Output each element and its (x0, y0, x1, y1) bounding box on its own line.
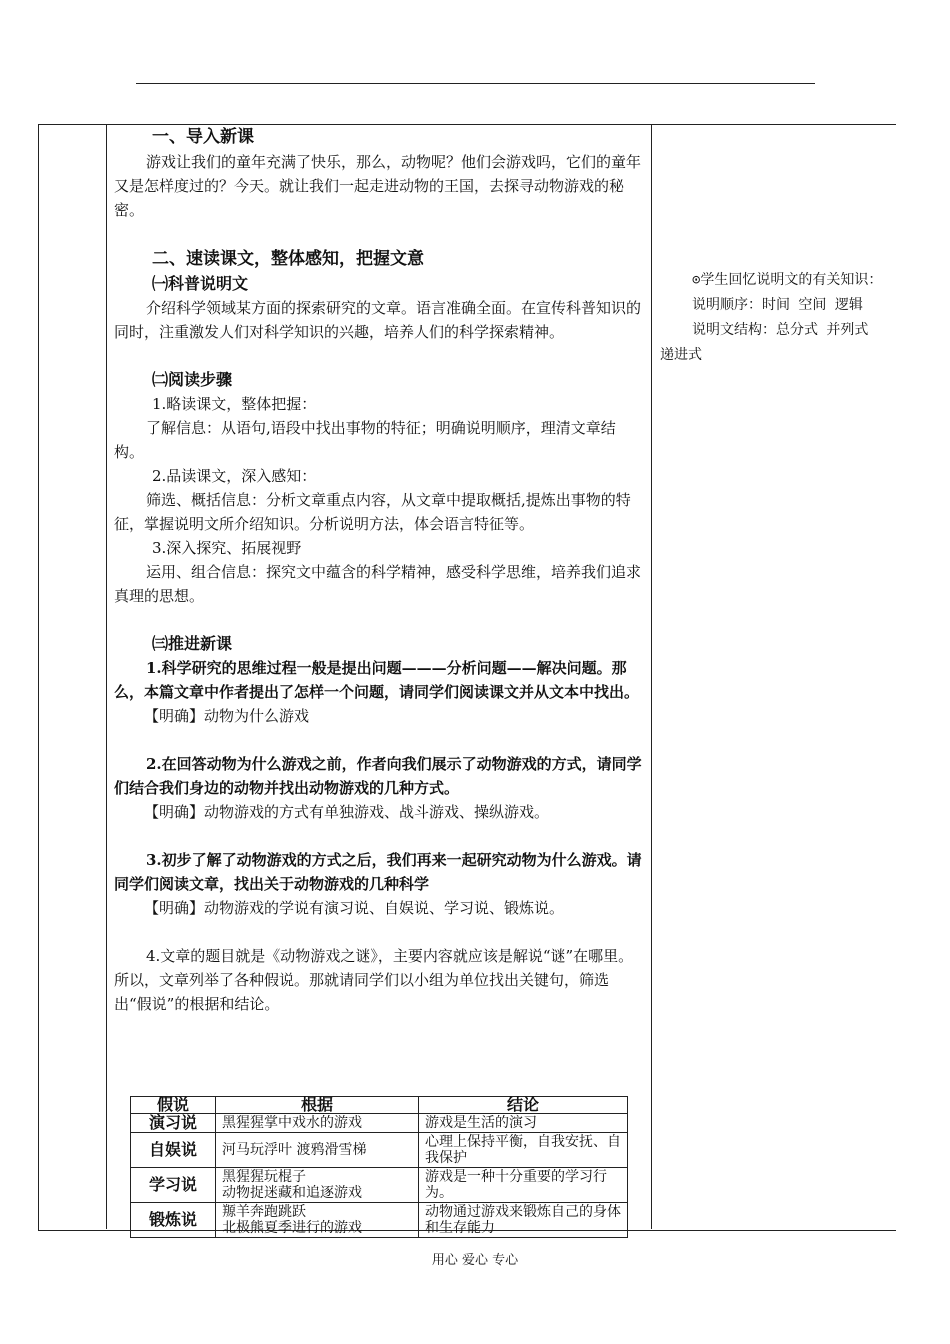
hypothesis-conclusion: 心理上保持平衡，自我安抚、自我保护 (419, 1133, 628, 1168)
table-header-row (131, 1097, 628, 1114)
step2-heading: 2.品读课文，深入感知： (152, 467, 317, 485)
answer-1: 【明确】动物为什么游戏 (144, 707, 310, 725)
table-row (131, 1133, 628, 1168)
side-note-3: 说明文结构：总分式 并列式 递进式 (660, 322, 869, 363)
hypothesis-basis: 羱羊奔跑跳跃 北极熊夏季进行的游戏 (216, 1203, 419, 1238)
question-1: 1.科学研究的思维过程一般是提出问题———分析问题——解决问题。那么，本篇文章中作者提出了怎样一个问题，请同学们阅读课文并从文本中找出。 (114, 659, 640, 701)
hypothesis-name: 自娱说 (131, 1133, 216, 1168)
hypothesis-basis: 黑猩猩掌中戏水的游戏 (216, 1114, 419, 1133)
sub1-title: ㈠科普说明文 (152, 274, 249, 293)
hypothesis-conclusion: 游戏是一种十分重要的学习行为。 (419, 1168, 628, 1203)
step3-text: 运用、组合信息：探究文中蕴含的科学精神，感受科学思维，培养我们追求真理的思想。 (114, 563, 642, 605)
step1-heading: 1.略读课文，整体把握： (152, 395, 317, 413)
section1-paragraph: 游戏让我们的童年充满了快乐，那么，动物呢？他们会游戏吗，它们的童年又是怎样度过的？今天。就让我们一起走进动物的王国，去探寻动物游戏的秘密。 (114, 153, 642, 219)
side-note-2: 说明顺序：时间 空间 逻辑 (692, 297, 863, 313)
header-basis: 根据 (216, 1097, 419, 1114)
main-content (114, 124, 644, 1016)
section2-title: 二、速读课文，整体感知，把握文意 (152, 249, 424, 269)
column-divider-1 (106, 124, 107, 1229)
question-2: 2.在回答动物为什么游戏之前，作者向我们展示了动物游戏的方式，请同学们结合我们身边的动物并找出动物游戏的几种方式。 (114, 755, 642, 797)
hypothesis-basis: 黑猩猩玩棍子 动物捉迷藏和追逐游戏 (216, 1168, 419, 1203)
answer-2: 【明确】动物游戏的方式有单独游戏、战斗游戏、操纵游戏。 (144, 803, 550, 821)
page-footer: 用心 爱心 专心 (431, 1253, 519, 1268)
hypothesis-basis: 河马玩浮叶 渡鸦滑雪梯 (216, 1133, 419, 1168)
header-hypothesis: 假说 (131, 1097, 216, 1114)
section1-title: 一、导入新课 (152, 127, 254, 147)
hypothesis-name: 演习说 (131, 1114, 216, 1133)
hypothesis-table (130, 1096, 628, 1238)
hypothesis-conclusion: 游戏是生活的演习 (419, 1114, 628, 1133)
side-notes (660, 268, 888, 368)
step3-heading: 3.深入探究、拓展视野 (152, 539, 302, 557)
question-4: 4.文章的题目就是《动物游戏之谜》，主要内容就应该是解说“谜”在哪里。所以，文章列举了各种假说。那就请同学们以小组为单位找出关键句，筛选出“假说”的根据和结论。 (114, 947, 634, 1013)
table-row (131, 1203, 628, 1238)
hypothesis-name: 学习说 (131, 1168, 216, 1203)
sub1-paragraph: 介绍科学领域某方面的探索研究的文章。语言准确全面。在宣传科普知识的同时，注重激发人们对科学知识的兴趣，培养人们的科学探索精神。 (114, 299, 642, 341)
hypothesis-conclusion: 动物通过游戏来锻炼自己的身体和生存能力 (419, 1203, 628, 1238)
side-note-1: ⊙学生回忆说明文的有关知识： (692, 272, 883, 288)
column-divider-2 (651, 124, 652, 1229)
header-conclusion: 结论 (419, 1097, 628, 1114)
sub3-title: ㈢推进新课 (152, 634, 233, 653)
question-3: 3.初步了解了动物游戏的方式之后，我们再来一起研究动物为什么游戏。请同学们阅读文章，找出关于动物游戏的几种科学 (114, 851, 642, 893)
step2-text: 筛选、概括信息：分析文章重点内容，从文章中提取概括,提炼出事物的特征，掌握说明文所介绍知识。分析说明方法，体会语言特征等。 (114, 491, 631, 533)
hypothesis-name: 锻炼说 (131, 1203, 216, 1238)
table-row (131, 1114, 628, 1133)
header-rule (136, 83, 815, 84)
sub2-title: ㈡阅读步骤 (152, 370, 233, 389)
table-row (131, 1168, 628, 1203)
step1-text: 了解信息：从语句,语段中找出事物的特征；明确说明顺序，理清文章结构。 (114, 419, 616, 461)
answer-3: 【明确】动物游戏的学说有演习说、自娱说、学习说、锻炼说。 (144, 899, 565, 917)
